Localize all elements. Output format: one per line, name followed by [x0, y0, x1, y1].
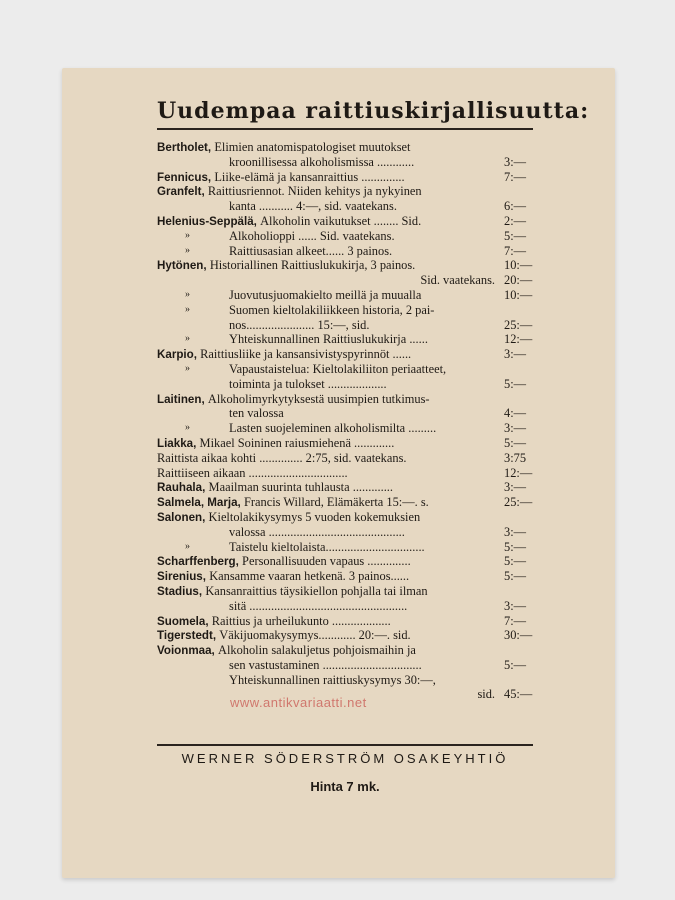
entry-title: Juovutusjuomakielto meillä ja muualla — [229, 287, 422, 302]
entry-title: nos...................... 15:—, sid. — [229, 317, 370, 332]
entry-text — [157, 584, 428, 600]
entry-title: Kansanraittius täysikiellon pohjalla tai ilman — [205, 583, 428, 598]
entry-price: 45:— — [504, 687, 533, 702]
ditto-mark: » — [185, 422, 190, 434]
entry-text — [157, 436, 394, 452]
entry-price: 20:— — [504, 273, 533, 288]
catalog-entry — [157, 303, 537, 318]
entry-price: 4:— — [504, 406, 527, 421]
entry-text — [229, 525, 405, 540]
entry-author: Stadius, — [157, 584, 206, 598]
entry-author: Rauhala, — [157, 481, 209, 495]
ditto-mark: » — [185, 333, 190, 345]
entry-price: 5:— — [504, 228, 527, 243]
entry-title: Mikael Soininen raiusmiehenä ............. — [199, 435, 395, 450]
catalog-entry — [157, 170, 537, 185]
entry-title: sid. — [477, 687, 495, 702]
entry-author: Sirenius, — [157, 570, 210, 584]
entry-price: 10:— — [504, 258, 533, 273]
entry-text — [157, 643, 416, 659]
entry-title: Raittius ja urheilukunto ................... — [211, 613, 391, 628]
entry-title: Kieltolakikysymys 5 vuoden kokemuksien — [208, 509, 421, 524]
entry-price: 25:— — [504, 317, 533, 332]
catalog-entry — [157, 554, 537, 569]
entry-text — [229, 155, 414, 170]
entry-price: 3:— — [504, 347, 527, 362]
entry-text — [157, 510, 420, 526]
entry-price: 3:— — [504, 524, 527, 539]
catalog-entry — [157, 155, 537, 170]
entry-title: toiminta ja tulokset ................... — [229, 376, 387, 391]
catalog-entry — [157, 673, 537, 688]
entry-author: Hytönen, — [157, 259, 210, 273]
entry-title: Raittiiseen aikaan ................................ — [157, 465, 348, 480]
catalog-entry — [157, 214, 537, 229]
entry-author: Salonen, — [157, 510, 209, 524]
entry-author: Laitinen, — [157, 392, 208, 406]
site-watermark: www.antikvariaatti.net — [230, 695, 367, 710]
entry-title: Alkoholimyrkytyksestä uusimpien tutkimus- — [207, 391, 430, 406]
entry-text — [229, 303, 434, 318]
ditto-mark: » — [185, 303, 190, 315]
entry-price: 25:— — [504, 495, 533, 510]
entry-title: Raittiusriennot. Niiden kehitys ja nykyinen — [207, 184, 422, 199]
entry-title: Väkijuomakysymys............ 20:—. sid. — [219, 628, 411, 643]
entry-price: 5:— — [504, 569, 527, 584]
entry-title: kroonillisessa alkoholismissa ............ — [229, 154, 415, 169]
entry-price: 5:— — [504, 657, 527, 672]
entry-text — [229, 318, 369, 333]
entry-text — [157, 258, 415, 274]
entry-price: 3:— — [504, 421, 527, 436]
catalog-entry — [157, 244, 537, 259]
catalog-entry — [157, 362, 537, 377]
title-underline — [157, 128, 533, 130]
entry-text — [229, 377, 387, 392]
entry-title: Alkoholioppi ...... Sid. vaatekans. — [229, 228, 395, 243]
entry-title: Raittiusasian alkeet...... 3 painos. — [229, 243, 393, 258]
entry-price: 6:— — [504, 199, 527, 214]
entry-author: Salmela, Marja, — [157, 496, 244, 510]
entry-title: sen vastustaminen ................................ — [229, 657, 422, 672]
catalog-entry — [157, 495, 537, 510]
entry-price: 3:— — [504, 598, 527, 613]
entry-title: Maailman suurinta tuhlausta ............. — [208, 480, 393, 495]
entry-text — [157, 392, 430, 408]
entry-title: valossa ............................................ — [229, 524, 405, 539]
catalog-entry — [157, 258, 537, 273]
entry-text — [157, 480, 393, 496]
entry-author: Bertholet, — [157, 141, 215, 154]
entry-title: sitä ................................................... — [229, 598, 408, 613]
entry-price: 12:— — [504, 465, 533, 480]
entry-text — [477, 687, 495, 702]
catalog-entry — [157, 540, 537, 555]
entry-author: Karpio, — [157, 348, 201, 362]
entry-text — [229, 362, 446, 377]
entry-text — [157, 451, 407, 466]
catalog-entry — [157, 480, 537, 495]
entry-title: Raittiusliike ja kansansivistyspyrinnöt ...... — [200, 347, 412, 362]
catalog-entry — [157, 451, 537, 466]
catalog-entry — [157, 658, 537, 673]
entry-price: 5:— — [504, 539, 527, 554]
entry-title: Alkoholin salakuljetus pohjoismaihin ja — [218, 643, 416, 658]
entry-price: 7:— — [504, 613, 527, 628]
entry-text — [157, 170, 405, 186]
entry-price: 30:— — [504, 628, 533, 643]
entry-author: Fennicus, — [157, 170, 215, 184]
catalog-entry — [157, 392, 537, 407]
catalog-entry — [157, 569, 537, 584]
entry-title: Elimien anatomispatologiset muutokset — [214, 140, 411, 154]
catalog-entry — [157, 273, 537, 288]
entry-price: 5:— — [504, 554, 527, 569]
entry-text — [229, 244, 392, 259]
catalog-entry — [157, 525, 537, 540]
catalog-entry — [157, 199, 537, 214]
catalog-entry — [157, 584, 537, 599]
entry-text — [157, 569, 409, 585]
entry-price: 3:75 — [504, 450, 527, 465]
entry-text — [157, 495, 429, 511]
catalog-entry — [157, 436, 537, 451]
entry-price: 12:— — [504, 332, 533, 347]
footer-rule — [157, 744, 533, 746]
entry-text — [157, 140, 411, 156]
entry-title: Alkoholin vaikutukset ........ Sid. — [260, 213, 422, 228]
entry-title: Raittista aikaa kohti .............. 2:75, sid. vaatekans. — [157, 450, 407, 465]
catalog-entry — [157, 628, 537, 643]
ditto-mark: » — [185, 362, 190, 374]
entry-price: 3:— — [504, 154, 527, 169]
catalog-title: Uudempaa raittiuskirjallisuutta: — [157, 98, 590, 124]
entry-author: Tigerstedt, — [157, 629, 220, 643]
entry-text — [229, 288, 421, 303]
catalog-entry — [157, 643, 537, 658]
entry-text — [157, 184, 422, 200]
entry-title: ten valossa — [229, 406, 284, 421]
entry-text — [229, 332, 428, 347]
catalog-entry — [157, 406, 537, 421]
entry-title: Taistelu kieltolaista................................ — [229, 539, 425, 554]
entry-title: Kansamme vaaran hetkenä. 3 painos...... — [209, 569, 410, 584]
entry-text — [420, 273, 495, 288]
entry-title: Historiallinen Raittiuslukukirja, 3 painos. — [209, 258, 416, 273]
entry-text — [229, 599, 407, 614]
entry-title: Liike-elämä ja kansanraittius .............. — [214, 169, 405, 184]
entry-text — [157, 628, 411, 644]
entry-text — [229, 540, 425, 555]
entry-price: 7:— — [504, 243, 527, 258]
entry-price: 5:— — [504, 376, 527, 391]
catalog-entry — [157, 229, 537, 244]
catalog-entry — [157, 347, 537, 362]
entry-price: 7:— — [504, 169, 527, 184]
entry-author: Scharffenberg, — [157, 555, 243, 569]
catalog-entry — [157, 599, 537, 614]
entry-title: Yhteiskunnallinen raittiuskysymys 30:—, — [229, 672, 436, 687]
catalog-entry — [157, 140, 537, 155]
catalog-entries — [157, 140, 537, 702]
ditto-mark: » — [185, 229, 190, 241]
ditto-mark: » — [185, 244, 190, 256]
catalog-entry — [157, 184, 537, 199]
ditto-mark: » — [185, 288, 190, 300]
entry-price: 10:— — [504, 287, 533, 302]
entry-text — [229, 406, 284, 421]
entry-text — [229, 421, 436, 436]
entry-text — [157, 214, 421, 230]
entry-author: Suomela, — [157, 614, 212, 628]
publisher-name: WERNER SÖDERSTRÖM OSAKEYHTIÖ — [181, 751, 509, 766]
entry-title: Lasten suojeleminen alkoholismilta ......... — [229, 421, 437, 436]
entry-price: 2:— — [504, 213, 527, 228]
catalog-entry — [157, 614, 537, 629]
entry-text — [229, 199, 397, 214]
entry-title: kanta ........... 4:—, sid. vaatekans. — [229, 199, 397, 214]
catalog-entry — [157, 288, 537, 303]
entry-title: Suomen kieltolakiliikkeen historia, 2 pai- — [229, 302, 435, 317]
entry-text — [229, 673, 436, 688]
entry-author: Helenius-Seppälä, — [157, 214, 261, 228]
catalog-entry — [157, 421, 537, 436]
entry-title: Personallisuuden vapaus .............. — [242, 554, 411, 569]
entry-title: Yhteiskunnallinen Raittiuslukukirja ...... — [229, 332, 428, 347]
entry-text — [229, 658, 422, 673]
entry-text — [157, 554, 411, 570]
entry-title: Vapaustaistelua: Kieltolakiliiton periaatteet, — [229, 361, 447, 376]
ditto-mark: » — [185, 540, 190, 552]
catalog-entry — [157, 466, 537, 481]
entry-text — [229, 229, 395, 244]
book-price: Hinta 7 mk. — [310, 779, 380, 794]
catalog-entry — [157, 377, 537, 392]
entry-text — [157, 614, 391, 630]
entry-text — [157, 466, 348, 481]
entry-author: Voionmaa, — [157, 644, 218, 658]
entry-price: 5:— — [504, 435, 527, 450]
catalog-entry — [157, 332, 537, 347]
entry-author: Granfelt, — [157, 185, 208, 199]
entry-title: Francis Willard, Elämäkerta 15:—. s. — [244, 495, 429, 510]
entry-title: Sid. vaatekans. — [420, 273, 495, 288]
entry-author: Liakka, — [157, 436, 200, 450]
catalog-entry — [157, 510, 537, 525]
entry-text — [157, 347, 411, 363]
catalog-entry — [157, 318, 537, 333]
book-back-cover — [62, 68, 615, 878]
entry-price: 3:— — [504, 480, 527, 495]
